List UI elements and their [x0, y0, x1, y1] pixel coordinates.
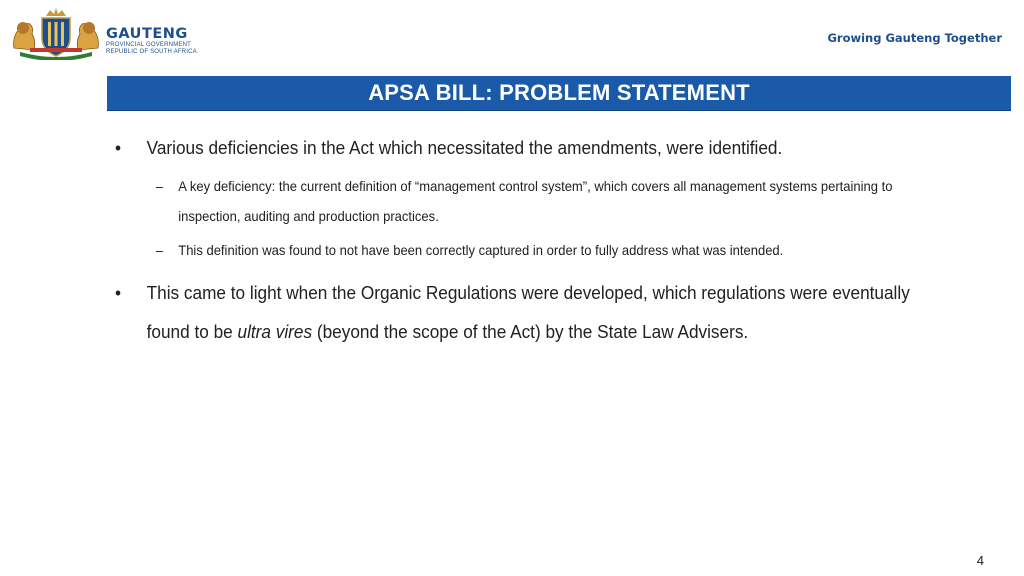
slide-title: APSA BILL: PROBLEM STATEMENT — [368, 80, 750, 105]
org-name-block — [106, 26, 197, 56]
sub-bullet-text: A key deficiency: the current definition of “management control system”, which covers all management systems pertaining to inspection, auditing and production practices. — [178, 178, 893, 224]
bullet-marker: • — [115, 137, 122, 158]
bullet-item — [115, 128, 943, 167]
bullet-text: Various deficiencies in the Act which necessitated the amendments, were identified. — [146, 137, 783, 158]
title-bar — [107, 76, 1011, 111]
sub-bullet-item — [115, 171, 943, 231]
dash-marker: – — [155, 178, 164, 194]
coat-of-arms-icon — [10, 8, 102, 60]
gauteng-logo — [10, 8, 200, 60]
bullet-text-italic: ultra vires — [237, 321, 313, 342]
org-line-1: PROVINCIAL GOVERNMENT — [106, 42, 191, 48]
page-number: 4 — [976, 553, 984, 568]
bullet-text-start: This came to light when the Organic Regulations were developed, which regulations were eventually found to be — [146, 282, 910, 342]
org-line-2: REPUBLIC OF SOUTH AFRICA — [106, 49, 197, 55]
bullet-item — [115, 273, 943, 351]
slide-content — [115, 128, 1005, 351]
org-name: GAUTENG — [106, 26, 188, 42]
tagline: Growing Gauteng Together — [827, 31, 1002, 45]
sub-bullet-item — [115, 235, 943, 265]
bullet-text-end: (beyond the scope of the Act) by the State Law Advisers. — [312, 321, 749, 342]
bullet-marker: • — [115, 282, 122, 303]
dash-marker: – — [155, 242, 164, 258]
sub-bullet-text: This definition was found to not have been correctly captured in order to fully address what was intended. — [178, 242, 784, 258]
